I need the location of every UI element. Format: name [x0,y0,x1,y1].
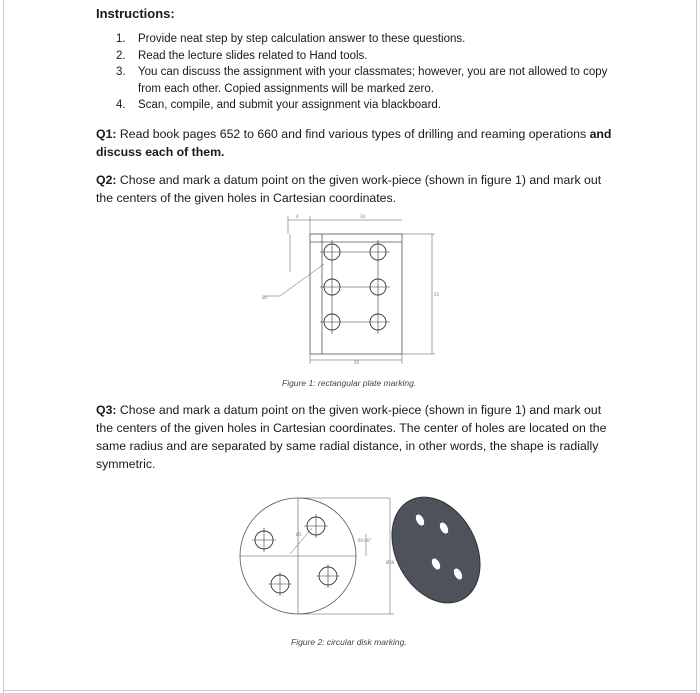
list-item-text: Provide neat step by step calculation answer to these questions. [138,33,466,45]
question-2 [96,171,616,207]
instructions-list [116,31,626,114]
list-item-number: 3. [116,66,126,78]
question-1-text: Read book pages 652 to 660 and find various types of drilling and reaming operations [116,127,590,141]
list-item-text: Read the lecture slides related to Hand tools. [138,49,368,62]
dim-label-dia: Ø30 [386,560,395,565]
list-item-text: Scan, compile, and submit your assignment via blackboard. [138,99,441,111]
list-item [116,64,626,97]
dim-label-width: 20 [354,360,360,365]
instructions-heading: Instructions: [96,6,175,21]
question-2-label: Q2: [96,173,117,187]
page-border-right [696,0,697,693]
disk-3d-render [374,490,490,618]
page-border-left [3,0,4,693]
figure-2-caption: Figure 2: circular disk marking. [291,637,407,647]
dim-label-small-a: Ø5 [296,532,302,537]
question-1-label: Q1: [96,127,117,141]
dim-label-top-a: 4 [296,214,299,219]
list-item [116,97,626,114]
question-1-bold-tail: and discuss each of them. [96,127,612,159]
dim-label-height: 25 [434,292,440,297]
dim-label-angle: 60.00° [358,538,372,543]
figure-2-drawing [230,490,490,625]
question-3-text: Chose and mark a datum point on the given work-piece (shown in figure 1) and mark out the centers of the given holes in Cartesian coordinates. The center of holes are located on the same radius and are separated by same radial distance, in other words, the shape is radially symmetric. [96,403,607,471]
question-3 [96,401,616,473]
list-item-number: 2. [116,49,126,62]
question-3-label: Q3: [96,403,117,417]
figure-1-caption: Figure 1: rectangular plate marking. [282,378,417,388]
list-item-text: You can discuss the assignment with your classmates; however, you are not allowed to copy from each other. Copied assignments will be marked zero. [138,66,608,95]
list-item [116,48,626,65]
question-1 [96,125,616,161]
list-item-number: 4. [116,99,126,111]
dim-label-top-b: 10 [360,214,366,219]
figure-1-drawing [250,212,450,367]
list-item [116,31,626,48]
question-2-text: Chose and mark a datum point on the given work-piece (shown in figure 1) and mark out the centers of the given holes in Cartesian coordinates. [96,173,602,205]
list-item-number: 1. [116,33,126,45]
dim-label-hole-dia: Ø5 [262,295,268,300]
page-border-bottom [3,690,697,691]
